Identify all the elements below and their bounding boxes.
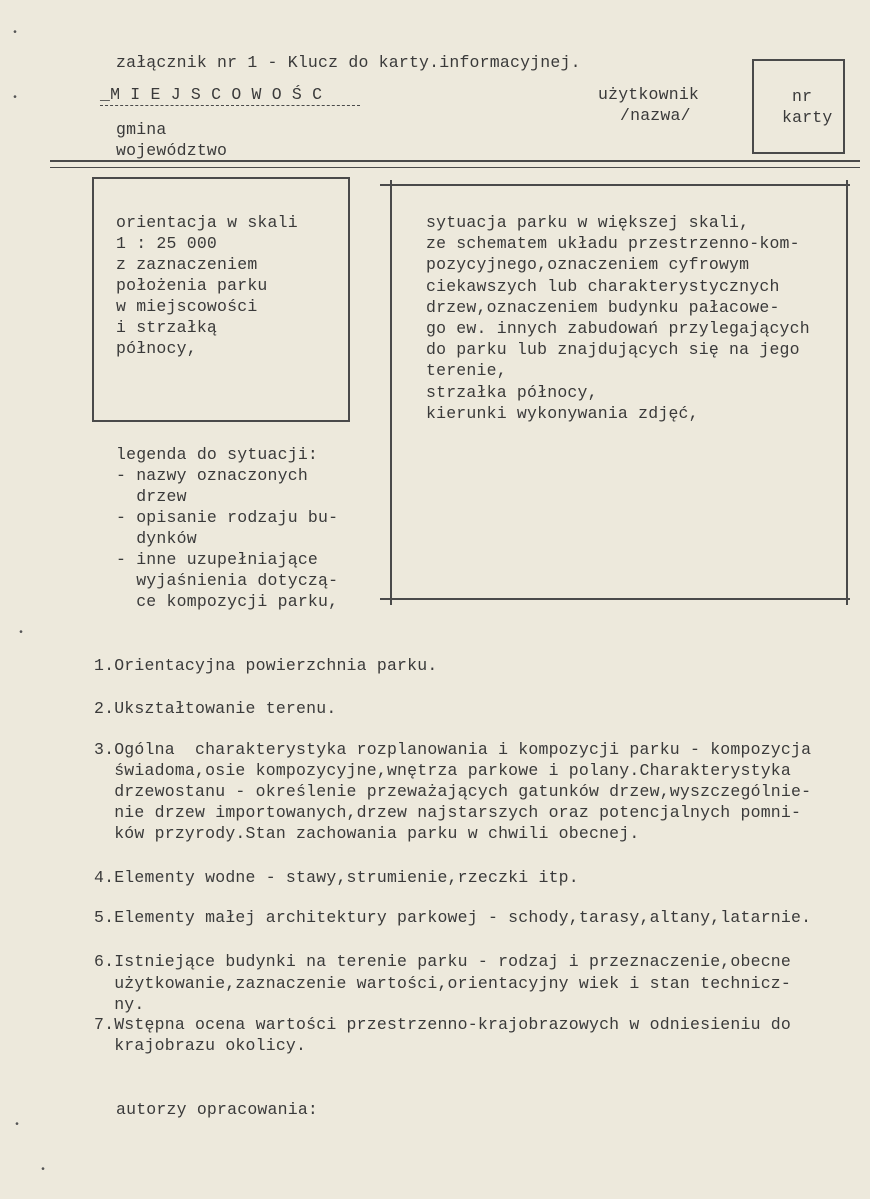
gmina-label: gmina — [116, 120, 167, 139]
item-2: 2.Ukształtowanie terenu. — [94, 699, 337, 718]
nr-karty-label-1: nr — [792, 87, 813, 106]
document-title: załącznik nr 1 - Klucz do karty.informacyjnej. — [116, 53, 581, 72]
wojewodztwo-label: województwo — [116, 141, 228, 160]
header-separator-lower — [50, 167, 860, 168]
legend-line: ce kompozycji parku, — [116, 592, 339, 611]
legend-line: drzew — [116, 487, 187, 506]
item-7-line: 7.Wstępna ocena wartości przestrzenno-krajobrazowych w odniesieniu do — [94, 1015, 792, 1034]
item-4: 4.Elementy wodne - stawy,strumienie,rzeczki itp. — [94, 868, 579, 887]
situation-line: ciekawszych lub charakterystycznych — [426, 276, 780, 296]
situation-line: pozycyjnego,oznaczeniem cyfrowym — [426, 255, 750, 275]
header-separator-upper — [50, 160, 860, 162]
situation-line: kierunki wykonywania zdjęć, — [426, 403, 699, 423]
miejscowosc-underline — [100, 105, 360, 106]
legend-line: - nazwy oznaczonych — [116, 466, 308, 485]
item-3-line: ków przyrody.Stan zachowania parku w chwili obecnej. — [94, 824, 640, 843]
item-3-line: nie drzew importowanych,drzew najstarszych oraz potencjalnych pomni- — [94, 803, 802, 822]
legend-line: - opisanie rodzaju bu- — [116, 508, 339, 527]
situation-line: ze schematem układu przestrzenno-kom- — [426, 234, 800, 254]
orientation-line: w miejscowości — [116, 297, 258, 316]
orientation-line: i strzałką — [116, 318, 218, 337]
situation-line: do parku lub znajdujących się na jego — [426, 340, 800, 360]
margin-mark: • — [18, 628, 25, 639]
orientation-line: orientacja w skali — [116, 213, 298, 232]
margin-mark: • — [12, 93, 19, 104]
right-box-top-edge — [380, 184, 850, 186]
autorzy-label: autorzy opracowania: — [116, 1100, 319, 1119]
legend-line: dynków — [116, 529, 197, 548]
item-6-line: ny. — [94, 995, 145, 1014]
margin-mark: • — [12, 28, 19, 39]
margin-mark: • — [14, 1120, 21, 1131]
orientation-line: położenia parku — [116, 276, 268, 295]
situation-line: strzałka północy, — [426, 382, 598, 402]
legend-line: wyjaśnienia dotyczą- — [116, 571, 339, 590]
nr-karty-label-2: karty — [782, 108, 833, 127]
item-5: 5.Elementy małej architektury parkowej - schody,tarasy,altany,latarnie. — [94, 908, 812, 927]
item-3-line: świadoma,osie kompozycyjne,wnętrza parkowe i polany.Charakterystyka — [94, 761, 792, 780]
legend-line: - inne uzupełniające — [116, 550, 319, 569]
orientation-line: z zaznaczeniem — [116, 255, 258, 274]
miejscowosc-label: _M I E J S C O W O Ś C — [100, 85, 323, 104]
item-7-line: krajobrazu okolicy. — [94, 1036, 307, 1055]
nazwa-label: /nazwa/ — [620, 106, 691, 125]
margin-mark: • — [40, 1165, 47, 1176]
item-6-line: użytkowanie,zaznaczenie wartości,orientacyjny wiek i stan technicz- — [94, 973, 792, 993]
situation-line: sytuacja parku w większej skali, — [426, 213, 750, 232]
orientation-line: 1 : 25 000 — [116, 234, 218, 253]
situation-line: go ew. innych zabudowań przylegających — [426, 319, 810, 338]
situation-line: terenie, — [426, 361, 507, 381]
right-box-right-edge — [846, 180, 848, 605]
item-6-line: 6.Istniejące budynki na terenie parku - rodzaj i przeznaczenie,obecne — [94, 952, 792, 971]
right-box-bottom-edge — [380, 598, 850, 600]
situation-line: drzew,oznaczeniem budynku pałacowe- — [426, 297, 780, 317]
item-3-line: drzewostanu - określenie przeważających gatunków drzew,wyszczególnie- — [94, 782, 812, 801]
item-3-line: 3.Ogólna charakterystyka rozplanowania i kompozycji parku - kompozycja — [94, 740, 812, 759]
orientation-line: północy, — [116, 339, 197, 358]
right-box-left-edge — [390, 180, 392, 605]
uzytkownik-label: użytkownik — [598, 85, 700, 104]
item-1: 1.Orientacyjna powierzchnia parku. — [94, 656, 438, 675]
legend-line: legenda do sytuacji: — [116, 445, 319, 464]
